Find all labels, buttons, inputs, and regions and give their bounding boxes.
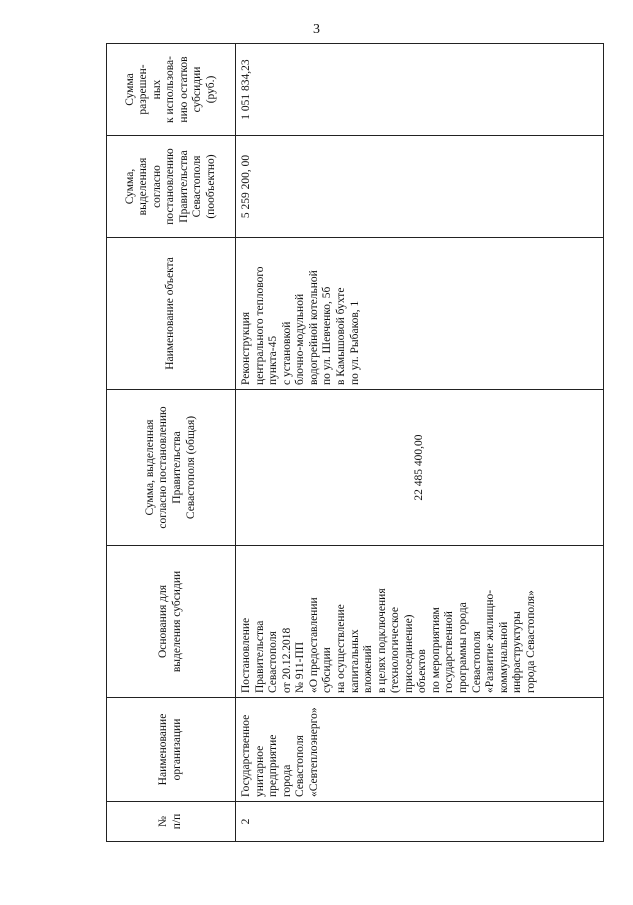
subsidy-table (106, 43, 604, 842)
table-header-row (107, 44, 236, 842)
header-object-name: Наименование объекта (107, 238, 236, 390)
cell-total-sum: 22 485 400,00 (236, 390, 604, 546)
cell-object-sum: 5 259 200, 00 (236, 136, 604, 238)
header-num: № п/п (107, 802, 236, 842)
cell-basis: Постановление Правительства Севастополя от 20.12.2018 № 911-ПП «О предоставлении субсидии на осуществление капитальных вложений в целях подключения (технологическое присоединение) объектов по мероприятиям государственной программы города Севастополя «Развитие жилищно- коммунальной инфраструктуры города Севастополя» (236, 546, 604, 698)
header-organization: Наименование организации (107, 698, 236, 802)
cell-remaining-sum: 1 051 834,23 (236, 44, 604, 136)
header-remaining-sum: Сумма разрешен- ных к использова- нию остатков субсидии (руб.) (107, 44, 236, 136)
rotated-table-container (106, 44, 604, 842)
cell-organization: Государственное унитарное предприятие города Севастополя «Севтеплоэнерго» (236, 698, 604, 802)
page-number: 3 (313, 22, 320, 37)
table-row (236, 44, 604, 842)
cell-object-name: Реконструкция центрального теплового пункта-45 с установкой блочно-модульной водогрейной котельной по ул. Шевченко, 5б в Камышовой бухте по ул. Рыбаков, 1 (236, 238, 604, 390)
header-total-sum: Сумма, выделенная согласно постановлению Правительства Севастополя (общая) (107, 390, 236, 546)
header-basis: Основания для выделения субсидии (107, 546, 236, 698)
cell-num: 2 (236, 802, 604, 842)
header-object-sum: Сумма, выделенная согласно постановлению Правительства Севастополя (пообъектно) (107, 136, 236, 238)
